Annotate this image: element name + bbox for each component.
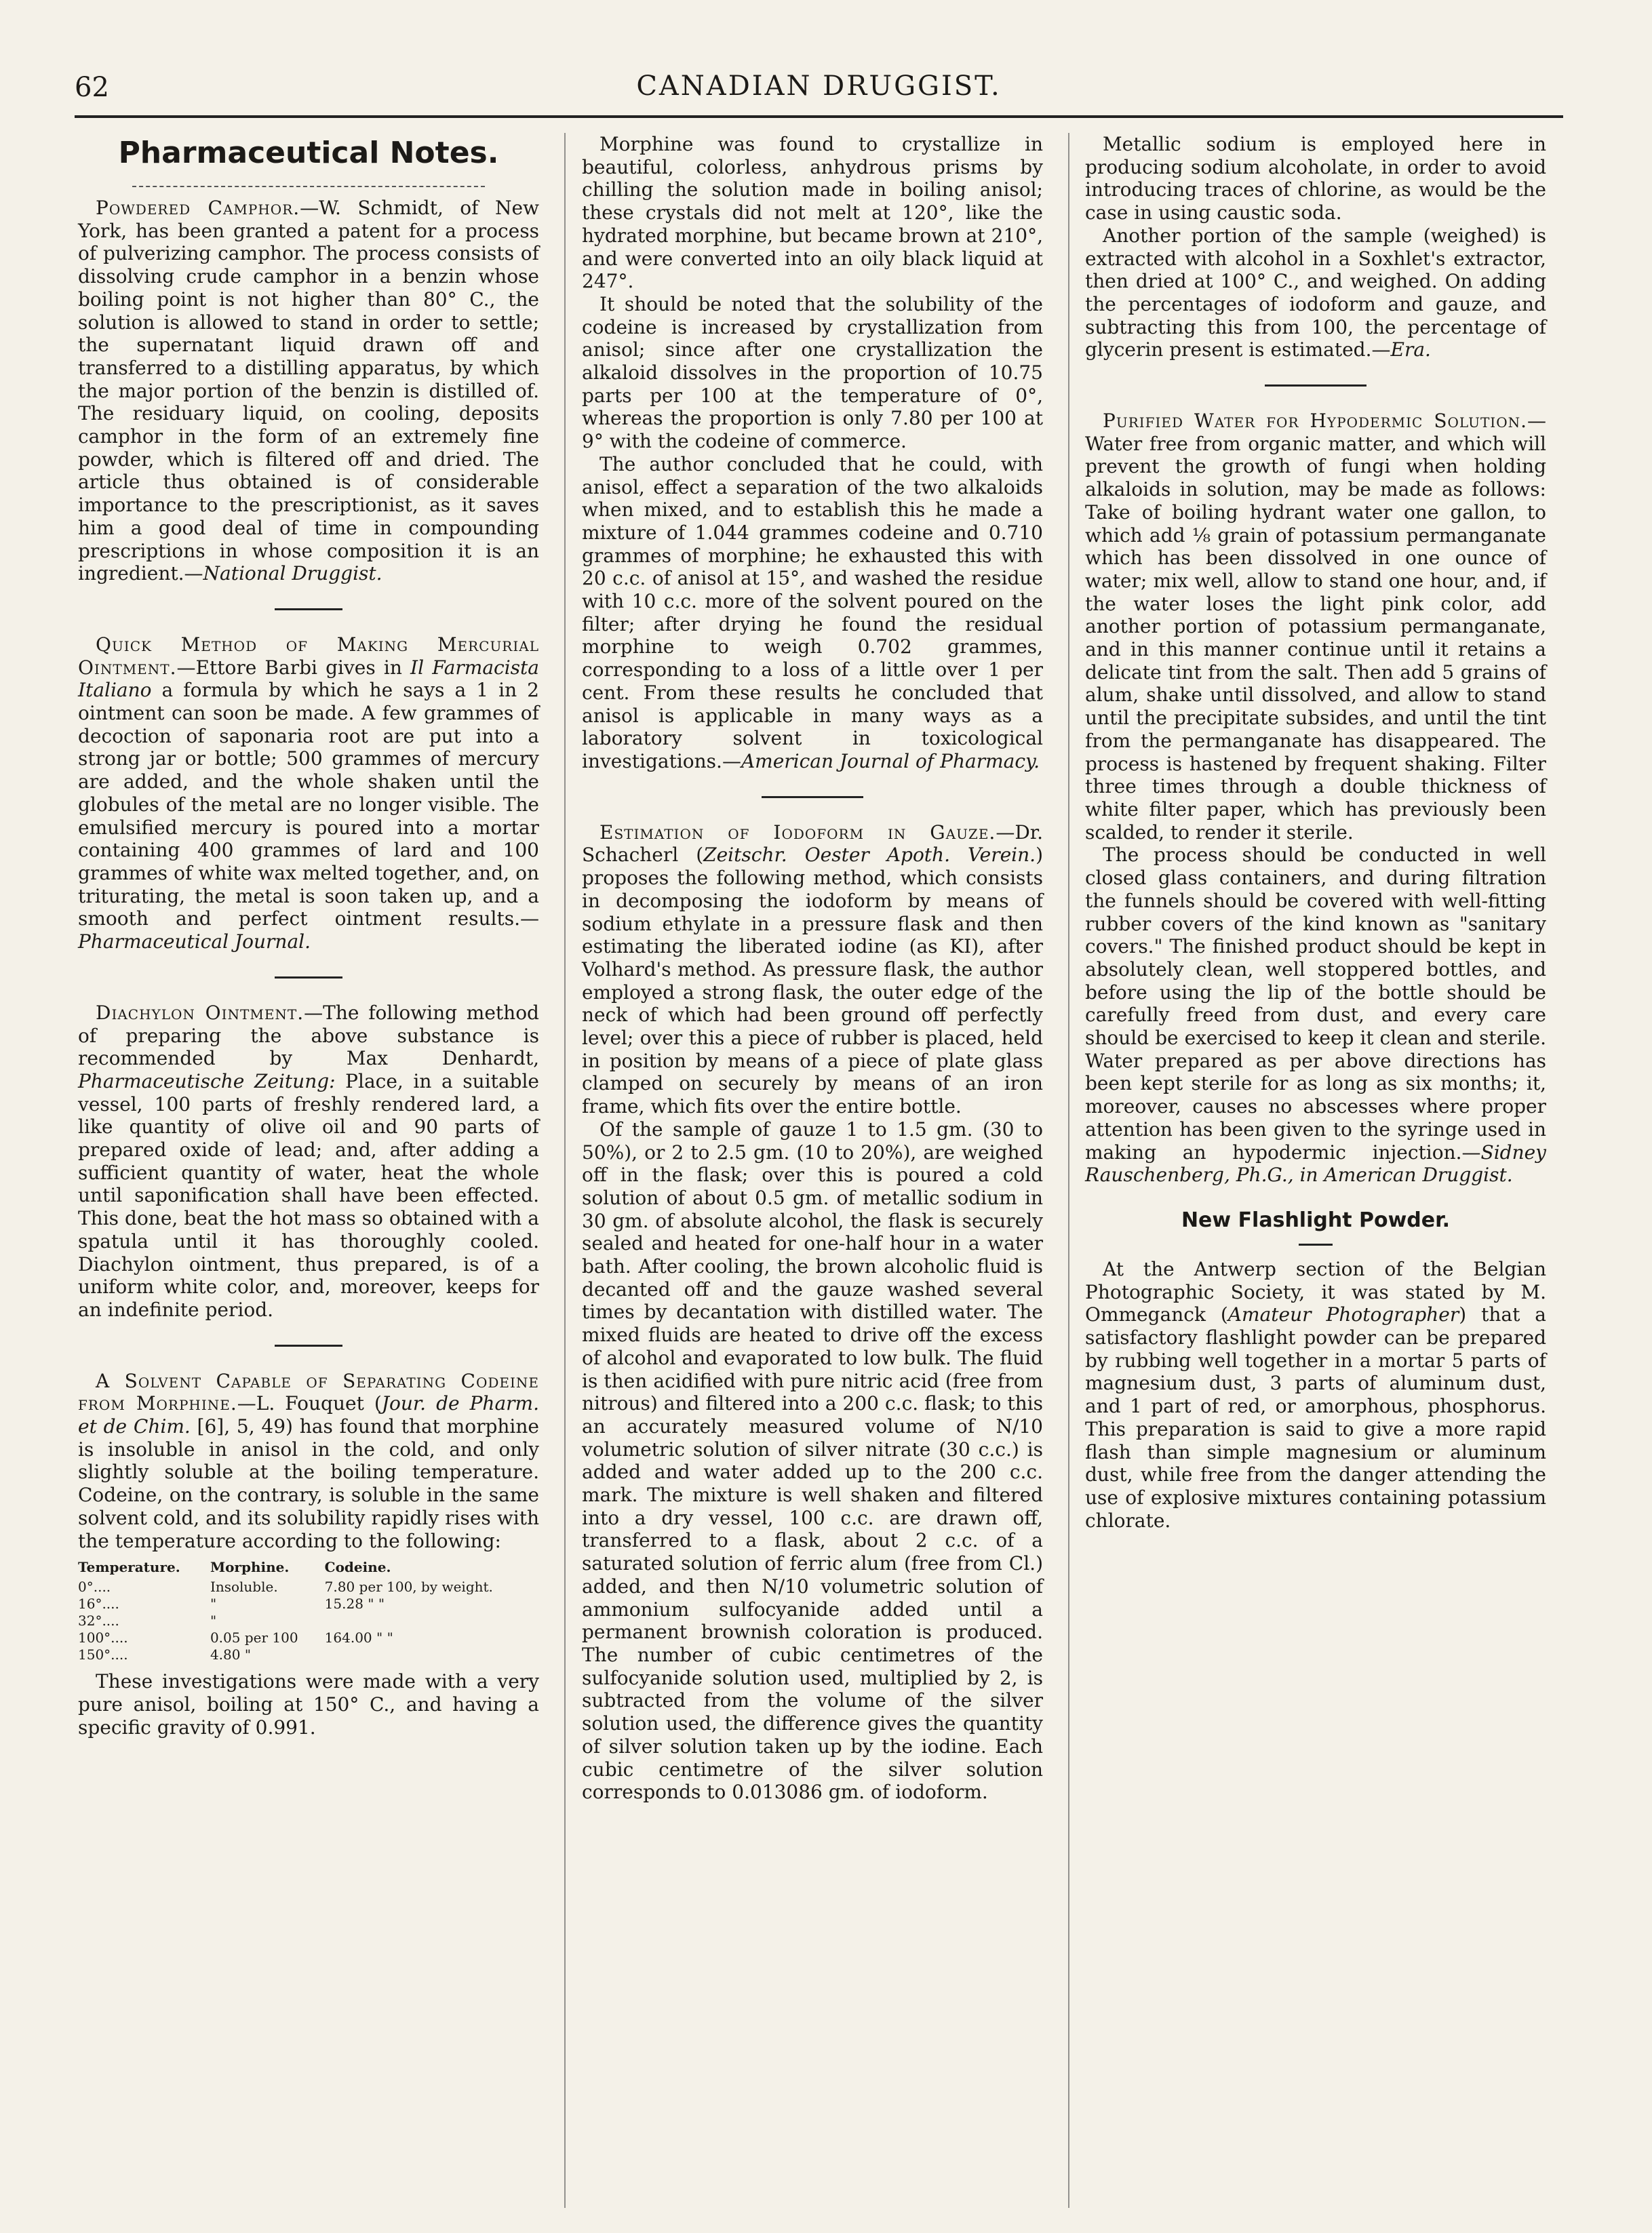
journal-name: Il Farmacista Italiano xyxy=(78,656,539,702)
table-cell xyxy=(325,1613,539,1629)
article-water xyxy=(1085,410,1546,844)
page-header xyxy=(75,68,1563,118)
article-diachylon xyxy=(78,1002,539,1322)
table-row xyxy=(78,1629,539,1646)
column-divider xyxy=(1068,133,1069,2208)
article-title: Quick Method of Making Mercurial Ointment. xyxy=(78,633,539,679)
article-title: A Solvent Capable of Separating Codeine from Morphine. xyxy=(78,1369,539,1415)
journal-name: Amateur Photographer xyxy=(1227,1303,1459,1326)
article-mercurial xyxy=(78,633,539,953)
article-paragraph xyxy=(582,453,1043,773)
table-cell: 15.28 " " xyxy=(324,1596,385,1613)
table-cell: " xyxy=(210,1613,217,1629)
article-paragraph: Metallic sodium is employed here in producing sodium alcoholate, in order to avoid introducing traces of chlorine, as would be the case in using caustic soda. xyxy=(1085,133,1546,224)
table-cell: 4.80 " xyxy=(210,1646,252,1663)
table-cell: 150°.... xyxy=(78,1646,128,1663)
separator-rule xyxy=(275,1345,342,1347)
table-cell: " xyxy=(210,1596,217,1613)
article-text: At the Antwerp section of the Belgian Photographic Society, it was stated by M. Ommeganck ( xyxy=(1085,1257,1546,1326)
journal-name: Jour. de Pharm. et de Chim. xyxy=(78,1392,539,1438)
article-paragraph xyxy=(1085,224,1546,361)
article-source: National Druggist. xyxy=(203,562,382,585)
article-paragraph: Of the sample of gauze 1 to 1.5 gm. (30 to 50%), or 2 to 2.5 gm. (10 to 20%), are weighed off in the flask; over this is poured a cold solution of about 0.5 gm. of metallic sodium in 30 gm. of absolute alcohol, the flask is securely sealed and heated for one-half hour in a water bath. After cooling, the brown alcoholic fluid is decanted off and the gauze washed several times by decantation with distilled water. The mixed fluids are heated to drive off the excess of alcohol and evaporated to low bulk. The fluid is then acidified with pure nitric acid (free from nitrous) and filtered into a 200 c.c. flask; to this an accurately measured volume of N/10 volumetric solution of silver nitrate (30 c.c.) is added and water added up to the 200 c.c. mark. The mixture is well shaken and filtered into a dry vessel, 100 c.c. are drawn off, transferred to a flask, about 2 c.c. of a saturated solution of ferric alum (free from Cl.) added, and then N/10 volumetric solution of ammonium sulfocyanide added until a permanent brownish coloration is produced. The number of cubic centimetres of the sulfocyanide solution used, multiplied by 2, is subtracted from the volume of the silver solution used, the difference gives the quantity of silver solution taken up by the iodine. Each cubic centimetre of the silver solution corresponds to 0.013086 gm. of iodoform. xyxy=(582,1118,1043,1804)
table-row xyxy=(78,1613,539,1629)
column-1 xyxy=(78,133,539,2208)
article-text: —L. Fouquet ( xyxy=(237,1392,382,1415)
article-source: American Journal of Pharmacy. xyxy=(741,749,1040,772)
section-heading: New Flashlight Powder. xyxy=(1181,1208,1451,1232)
article-text: —Water free from organic matter, and which will prevent the growth of fungi when holding alkaloids in solution, may be made as follows: Take of boiling hydrant water one gallon, to which add ⅛ grain of potassium permanganate which has been dissolved in one ounce of water; mix well, allow to stand one hour, and, if the water loses the light pink color, add another portion of potassium permanganate, and in this manner continue until it retains a delicate tint from the salt. Then add 5 grains of alum, shake until dissolved, and allow to stand until the precipitate subsides, and until the tint from the permanganate has disappeared. The process is hastened by frequent shaking. Filter three times through a double thickness of white filter paper, which has previously been scalded, to render it sterile. xyxy=(1085,410,1546,844)
article-text: Another portion of the sample (weighed) is extracted with alcohol in a Soxhlet's extractor, then dried at 100° C., and weighed. On adding the percentages of iodoform and gauze, and subtracting this from 100, the percentage of glycerin present is estimated.— xyxy=(1085,224,1546,361)
article-text: [6], 5, 49) has found that morphine is insoluble in anisol in the cold, and only slightly soluble at the boiling temperature. Codeine, on the contrary, is soluble in the same solvent cold, and its solubility rapidly rises with the temperature according to the following: xyxy=(78,1415,539,1552)
article-text: a formula by which he says a 1 in 2 ointment can soon be made. A few grammes of decoction of saponaria root are put into a strong jar or bottle; 500 grammes of mercury are added, and the whole shaken until the globules of the metal are no longer visible. The emulsified mercury is poured into a mortar containing 400 grammes of lard and 100 grammes of white wax melted together, and, on triturating, the metal is soon taken up, and a smooth and perfect ointment results.— xyxy=(78,679,539,930)
article-title: Purified Water for Hypodermic Solution. xyxy=(1103,410,1527,433)
article-source: Pharmaceutical Journal. xyxy=(78,930,311,953)
table-header: Codeine. xyxy=(324,1559,391,1576)
table-cell xyxy=(325,1646,539,1663)
table-header-row xyxy=(78,1559,539,1579)
separator-rule xyxy=(1299,1244,1333,1246)
article-source: Sidney Rauschenberg, Ph.G., in American Druggist. xyxy=(1085,1141,1546,1187)
journal-name: Zeitschr. Oester Apoth. Verein. xyxy=(703,844,1036,867)
article-camphor xyxy=(78,197,539,585)
table-cell: 7.80 per 100, by weight. xyxy=(324,1579,493,1596)
separator-rule xyxy=(275,608,342,610)
table-cell: 0.05 per 100 xyxy=(210,1629,298,1646)
journal-name: Pharmaceutische Zeitung: xyxy=(78,1069,336,1092)
dashed-divider xyxy=(132,186,485,187)
article-iodoform xyxy=(582,821,1043,1118)
column-3 xyxy=(1085,133,1546,2208)
column-2 xyxy=(582,133,1043,2208)
journal-title: CANADIAN DRUGGIST. xyxy=(636,71,1002,102)
article-paragraph: Morphine was found to crystallize in beautiful, colorless, anhydrous prisms by chilling the solution made in boiling anisol; these crystals did not melt at 120°, like the hydrated morphine, but became brown at 210°, and were converted into an oily black liquid at 247°. xyxy=(582,133,1043,293)
separator-rule xyxy=(275,976,342,979)
article-text: ) proposes the following method, which consists in decomposing the iodoform by means of sodium ethylate in a pressure flask and then estimating the liberated iodine (as KI), after Volhard's method. As pressure flask, the author employed a strong flask, the outer edge of the neck of which had been ground off perfectly level; over this a piece of rubber is placed, held in position by means of a piece of plate glass clamped on securely by means of an iron frame, which fits over the entire bottle. xyxy=(582,844,1043,1118)
table-row xyxy=(78,1579,539,1596)
article-text: —W. Schmidt, of New York, has been granted a patent for a process of pulverizing camphor. The process consists of dissolving crude camphor in a benzin whose boiling point is not higher than 80° C., the solution is allowed to stand in order to settle; the supernatant liquid drawn off and transferred to a distilling apparatus, by which the major portion of the benzin is distilled of. The residuary liquid, on cooling, deposits camphor in the form of an extremely fine powder, which is filtered off and dried. The article thus obtained is of considerable importance to the prescriptionist, as it saves him a good deal of time in compounding prescriptions in whose composition it is an ingredient.— xyxy=(78,197,539,585)
article-source: Era. xyxy=(1390,338,1431,361)
table-cell: 0°.... xyxy=(78,1579,111,1596)
table-header: Temperature. xyxy=(78,1559,180,1576)
table-row xyxy=(78,1596,539,1613)
article-text: —Ettore Barbi gives in xyxy=(176,656,411,679)
article-solvent xyxy=(78,1370,539,1553)
table-cell: 32°.... xyxy=(78,1613,119,1629)
article-text: The author concluded that he could, with anisol, effect a separation of the two alkaloids when mixed, and to establish this he made a mixture of 1.044 grammes codeine and 0.710 grammes of morphine; he exhausted this with 20 c.c. of anisol at 15°, and washed the residue with 10 c.c. more of the solvent poured on the filter; after drying he found the residual morphine to weigh 0.702 grammes, corresponding to a loss of a little over 1 per cent. From these results he concluded that anisol is applicable in many ways as a laboratory solvent in toxicological investigations.— xyxy=(582,452,1043,772)
table-header: Morphine. xyxy=(210,1559,290,1576)
article-text: The process should be conducted in well closed glass containers, and during filtration the funnels should be covered with well-fitting rubber covers of the kind known as "sanitary covers." The finished product should be kept in absolutely clean, well stoppered bottles, and before using the lip of the bottle should be carefully freed from dust, and every care should be exercised to keep it clean and sterile. Water prepared as per above directions has been kept sterile for as long as six months; it, moreover, causes no abscesses where proper attention has been given to the syringe used in making an hypodermic injection.— xyxy=(1085,844,1546,1164)
solubility-table xyxy=(78,1559,539,1663)
article-paragraph: These investigations were made with a very pure anisol, boiling at 150° C., and having a specific gravity of 0.991. xyxy=(78,1670,539,1739)
page-number: 62 xyxy=(75,72,109,103)
article-flashlight xyxy=(1085,1258,1546,1532)
article-text: ) that a satisfactory flashlight powder can be prepared by rubbing well together in a mortar 5 parts of magnesium dust, 3 parts of aluminum dust, and 1 part of red, or amorphous, phosphorus. This preparation is said to give a more rapid flash than simple magnesium or aluminum dust, while free from the danger attending the use of explosive mixtures containing potassium chlorate. xyxy=(1085,1303,1546,1532)
article-text: Place, in a suitable vessel, 100 parts of freshly rendered lard, a like quantity of olive oil and 90 parts of prepared oxide of lead; and, after adding a sufficient quantity of water, heat the whole until saponification shall have been effected. This done, beat the hot mass so obtained with a spatula until it has thoroughly cooled. Diachylon ointment, thus prepared, is of a uniform white color, and, moreover, keeps for an indefinite period. xyxy=(78,1069,539,1321)
article-text: —Dr. Schacherl ( xyxy=(582,821,1043,867)
article-paragraph xyxy=(1085,844,1546,1187)
article-title: Powdered Camphor. xyxy=(96,197,300,219)
section-title: Pharmaceutical Notes. xyxy=(118,136,499,170)
separator-rule xyxy=(762,796,863,798)
table-cell: Insoluble. xyxy=(210,1579,278,1596)
article-paragraph: It should be noted that the solubility of the codeine is increased by crystallization from anisol; since after one crystallization the alkaloid dissolves in the proportion of 10.75 parts per 100 at the temperature of 0°, whereas the proportion is only 7.80 per 100 at 9° with the codeine of commerce. xyxy=(582,292,1043,453)
column-divider xyxy=(564,133,566,2208)
article-title: Estimation of Iodoform in Gauze. xyxy=(599,821,996,844)
table-cell: 16°.... xyxy=(78,1596,119,1613)
article-text: —The following method of preparing the above substance is recommended by Max Denhardt, xyxy=(78,1001,539,1070)
table-cell: 164.00 " " xyxy=(324,1629,393,1646)
table-cell: 100°.... xyxy=(78,1629,128,1646)
separator-rule xyxy=(1265,384,1366,387)
table-row xyxy=(78,1646,539,1663)
article-title: Diachylon Ointment. xyxy=(96,1001,304,1024)
